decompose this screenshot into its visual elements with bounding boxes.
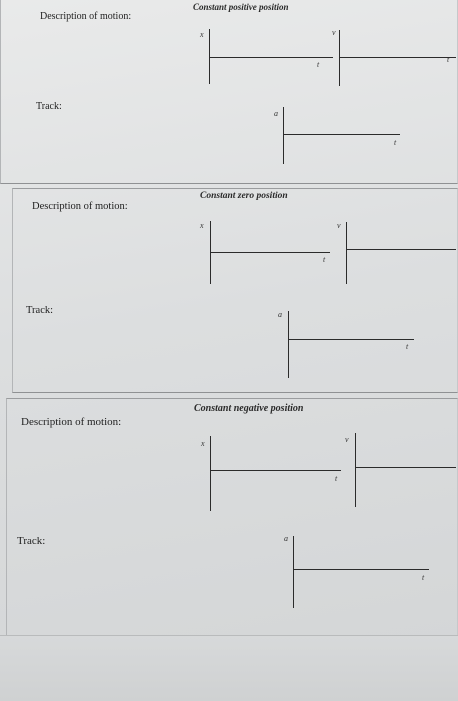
section-2-x-time-axis bbox=[210, 252, 330, 253]
section-3-a-axis-label: a bbox=[284, 534, 288, 543]
section-3-description-label: Description of motion: bbox=[21, 416, 122, 428]
section-3-v-time-axis bbox=[355, 467, 456, 468]
section-3-a-time-axis bbox=[293, 569, 429, 570]
section-1-box bbox=[0, 0, 458, 184]
section-2-description-label: Description of motion: bbox=[32, 201, 128, 212]
section-2-x-axis-label: x bbox=[200, 221, 204, 230]
section-2-track-label: Track: bbox=[26, 305, 54, 316]
section-3-x-t-label: t bbox=[335, 474, 338, 483]
section-3-v-vertical-axis bbox=[355, 433, 356, 507]
section-1-a-t-label: t bbox=[394, 138, 397, 147]
section-2-x-t-label: t bbox=[323, 255, 326, 264]
section-2-v-time-axis bbox=[346, 249, 456, 250]
section-2-a-axis-label: a bbox=[278, 310, 282, 319]
section-1-title: Constant positive position bbox=[193, 2, 289, 12]
section-1-track-label: Track: bbox=[36, 101, 62, 112]
section-2-v-axis-label: v bbox=[337, 221, 341, 230]
section-3-x-axis-label: x bbox=[201, 439, 205, 448]
section-3-v-axis-label: v bbox=[345, 435, 349, 444]
section-2-box bbox=[12, 188, 458, 393]
section-1-x-t-label: t bbox=[317, 60, 320, 69]
section-1-x-axis-label: x bbox=[200, 30, 204, 39]
section-1-a-time-axis bbox=[283, 134, 400, 135]
section-3-box bbox=[6, 398, 458, 636]
section-1-a-axis-label: a bbox=[274, 109, 278, 118]
section-1-v-vertical-axis bbox=[339, 30, 340, 86]
section-1-description-label: Description of motion: bbox=[40, 11, 132, 22]
section-2-a-vertical-axis bbox=[288, 311, 289, 378]
section-3-x-vertical-axis bbox=[210, 436, 211, 511]
section-2-v-vertical-axis bbox=[346, 222, 347, 284]
section-2-a-t-label: t bbox=[406, 342, 409, 351]
section-1-a-vertical-axis bbox=[283, 107, 284, 164]
section-3-track-label: Track: bbox=[17, 535, 46, 547]
section-3-a-vertical-axis bbox=[293, 536, 294, 608]
section-1-v-axis-label: v bbox=[332, 28, 336, 37]
section-2-a-time-axis bbox=[288, 339, 414, 340]
section-1-x-time-axis bbox=[209, 57, 333, 58]
section-1-v-time-axis bbox=[339, 57, 456, 58]
section-3-title: Constant negative position bbox=[194, 403, 304, 414]
section-3-a-t-label: t bbox=[422, 573, 425, 582]
section-2-title: Constant zero position bbox=[200, 191, 288, 201]
section-3-x-time-axis bbox=[210, 470, 341, 471]
page-bottom-margin bbox=[0, 635, 458, 701]
section-1-v-t-label: t bbox=[447, 55, 450, 64]
